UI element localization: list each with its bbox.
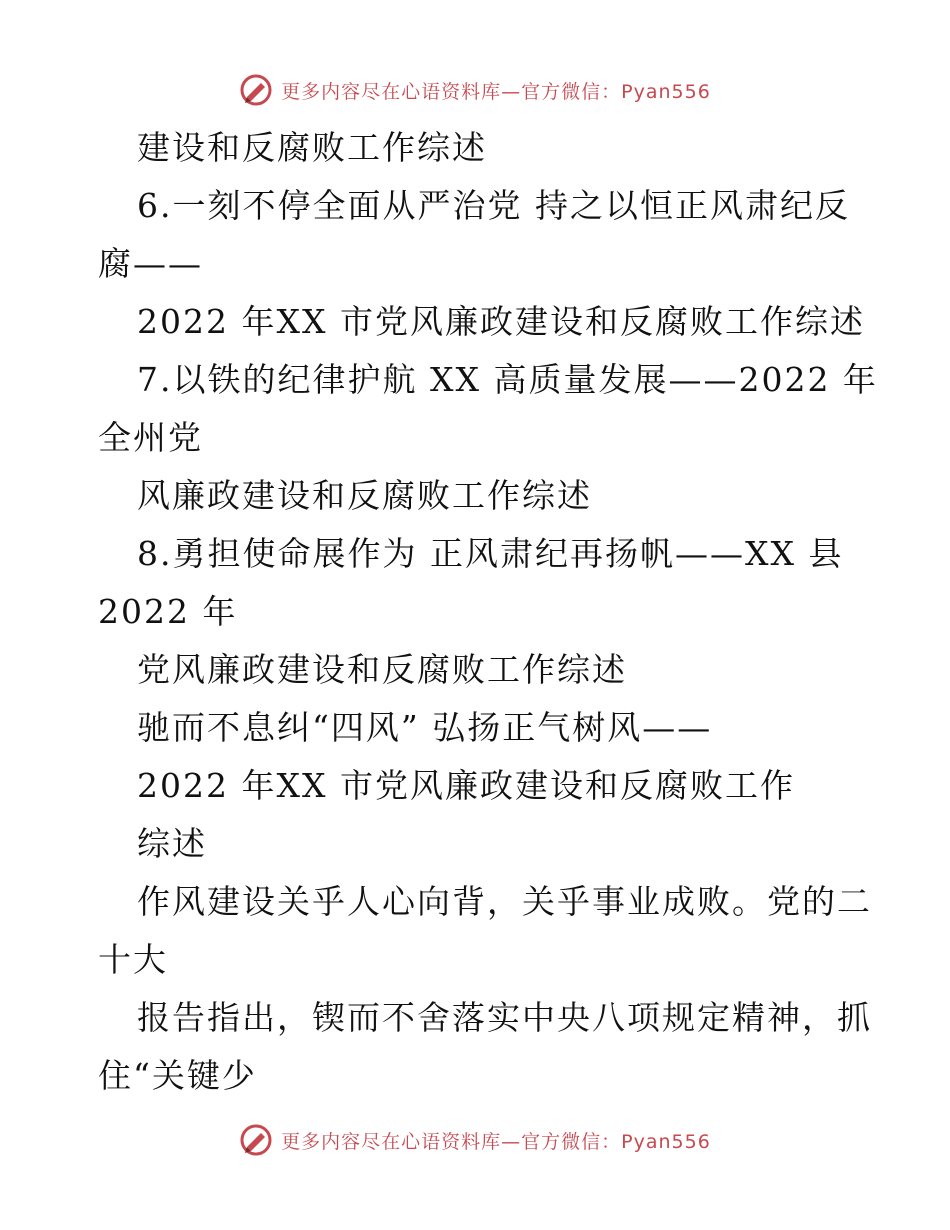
text-line: 风廉政建设和反腐败工作综述 xyxy=(137,476,592,515)
text-line: 建设和反腐败工作综述 xyxy=(137,128,487,167)
text-line: 综述 xyxy=(137,824,207,863)
text-line: 2022 年 xyxy=(98,592,238,631)
text-line: 党风廉政建设和反腐败工作综述 xyxy=(137,650,627,689)
text-line: 驰而不息纠“四风” 弘扬正气树风—— xyxy=(137,708,713,747)
footer-banner xyxy=(0,1120,950,1160)
text-line: 2022 年XX 市党风廉政建设和反腐败工作 xyxy=(137,766,795,805)
text-line: 2022 年XX 市党风廉政建设和反腐败工作综述 xyxy=(137,302,865,341)
text-line: 十大 xyxy=(98,940,168,979)
pen-logo-icon xyxy=(239,1123,273,1157)
text-line: 全州党 xyxy=(98,418,203,457)
text-line: 作风建设关乎人心向背，关乎事业成败。党的二 xyxy=(137,882,872,921)
header-banner xyxy=(0,70,950,110)
text-line: 住“关键少 xyxy=(98,1056,257,1095)
banner-text: 更多内容尽在心语资料库—官方微信：Pyan556 xyxy=(281,1130,711,1153)
text-line: 7.以铁的纪律护航 XX 高质量发展——2022 年 xyxy=(137,360,878,399)
text-line: 8.勇担使命展作为 正风肃纪再扬帆——XX 县 xyxy=(137,534,844,573)
pen-logo-icon xyxy=(239,73,273,107)
text-line: 报告指出，锲而不舍落实中央八项规定精神，抓 xyxy=(137,998,872,1037)
text-line: 腐—— xyxy=(98,244,203,283)
text-line: 6.一刻不停全面从严治党 持之以恒正风肃纪反 xyxy=(137,186,850,225)
banner-text: 更多内容尽在心语资料库—官方微信：Pyan556 xyxy=(281,80,711,103)
